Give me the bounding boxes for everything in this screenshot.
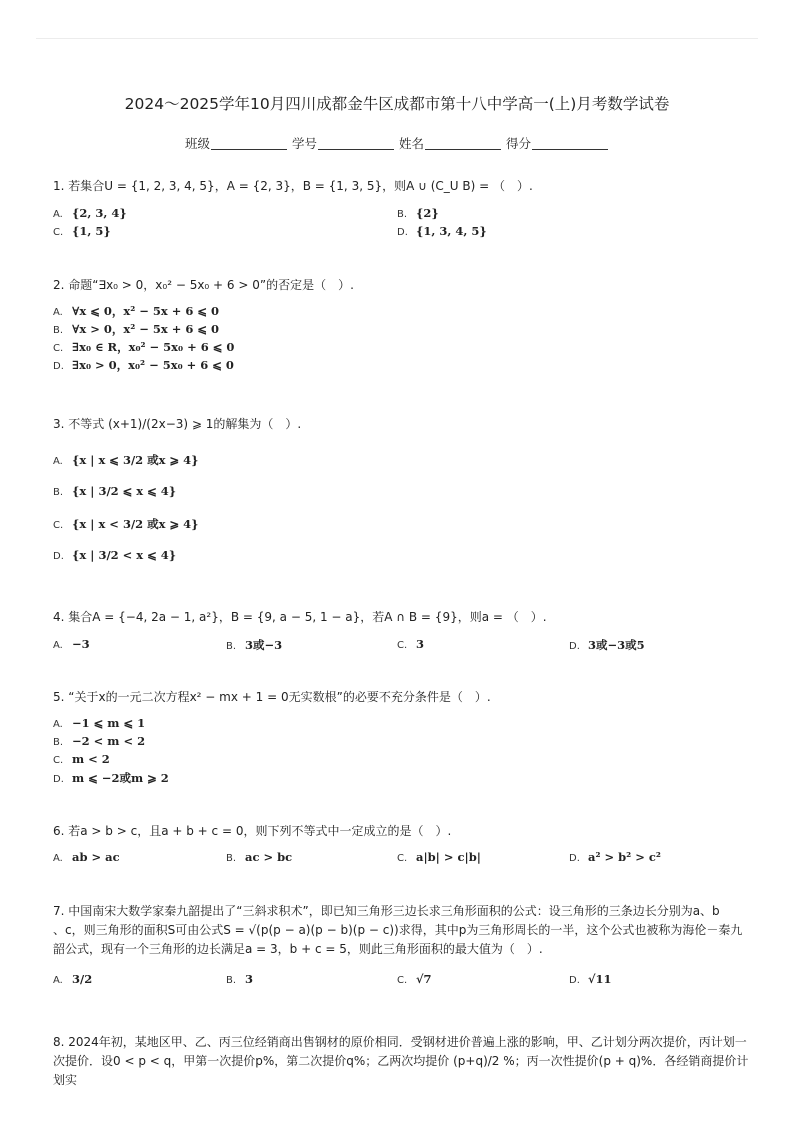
question-1-stem: 1. 若集合U = {1, 2, 3, 4, 5}，A = {2, 3}，B = {1, 3, 5}，则A ∪ (C_U B) = （ ）.	[53, 179, 533, 193]
q7-option-c[interactable]: C. √7	[397, 972, 432, 986]
question-7-line-1: 7. 中国南宋大数学家秦九韶提出了“三斜求积术”，即已知三角形三边长求三角形面积的公式：设三角形的三条边长分别为a、b	[53, 904, 720, 918]
question-2-stem: 2. 命题“∃x₀ > 0，x₀² − 5x₀ + 6 > 0”的否定是（ ）.	[53, 278, 354, 292]
q1-option-a[interactable]: A. {2, 3, 4}	[53, 206, 127, 220]
student-info-line	[0, 134, 794, 152]
score-blank[interactable]	[532, 137, 608, 150]
question-7-stem	[53, 902, 759, 959]
question-8-line-2: 次提价．设0 < p < q，甲第一次提价p%，第二次提价q%；乙两次均提价 (p+q)/2 %；丙一次性提价(p + q)%．各经销商提价计划实	[53, 1054, 749, 1087]
q6-option-d[interactable]: D. a² > b² > c²	[569, 850, 661, 864]
q5-option-b[interactable]: B. −2 < m < 2	[53, 734, 146, 748]
q3-option-d[interactable]: D. {x | 3/2 < x ⩽ 4}	[53, 548, 177, 562]
class-blank[interactable]	[211, 137, 287, 150]
q7-option-a[interactable]: A. 3/2	[53, 972, 93, 986]
q2-option-d[interactable]: D. ∃x₀ > 0，x₀² − 5x₀ + 6 ⩽ 0	[53, 358, 234, 372]
q6-option-a[interactable]: A. ab > ac	[53, 850, 120, 864]
question-8-stem	[53, 1033, 759, 1090]
q1-option-b[interactable]: B. {2}	[397, 206, 439, 220]
id-blank[interactable]	[318, 137, 394, 150]
q4-option-c[interactable]: C. 3	[397, 637, 425, 651]
q2-option-b[interactable]: B. ∀x > 0，x² − 5x + 6 ⩽ 0	[53, 322, 220, 336]
q5-option-c[interactable]: C. m < 2	[53, 752, 110, 766]
q3-option-b[interactable]: B. {x | 3/2 ⩽ x ⩽ 4}	[53, 484, 177, 498]
q3-option-c[interactable]: C. {x | x < 3/2 或x ⩾ 4}	[53, 517, 199, 531]
page-title: 2024～2025学年10月四川成都金牛区成都市第十八中学高一(上)月考数学试卷	[124, 95, 670, 113]
q1-option-d[interactable]: D. {1, 3, 4, 5}	[397, 224, 487, 238]
q6-option-c[interactable]: C. a|b| > c|b|	[397, 850, 481, 864]
id-label: 学号	[291, 136, 317, 151]
q2-option-c[interactable]: C. ∃x₀ ∈ R，x₀² − 5x₀ + 6 ⩽ 0	[53, 340, 235, 354]
q5-option-d[interactable]: D. m ⩽ −2或m ⩾ 2	[53, 771, 169, 785]
q7-option-d[interactable]: D. √11	[569, 972, 612, 986]
q7-option-b[interactable]: B. 3	[226, 972, 254, 986]
q4-option-b[interactable]: B. 3或−3	[226, 638, 283, 652]
q4-option-d[interactable]: D. 3或−3或5	[569, 638, 645, 652]
top-divider	[36, 38, 758, 39]
q2-option-a[interactable]: A. ∀x ⩽ 0，x² − 5x + 6 ⩽ 0	[53, 304, 220, 318]
question-3-stem: 3. 不等式 (x+1)/(2x−3) ⩾ 1的解集为（ ）.	[53, 417, 302, 431]
q4-option-a[interactable]: A. −3	[53, 637, 90, 651]
question-4-stem: 4. 集合A = {−4, 2a − 1, a²}，B = {9, a − 5, 1 − a}，若A ∩ B = {9}，则a = （ ）.	[53, 610, 547, 624]
question-7-line-2: 、c，则三角形的面积S可由公式S = √(p(p − a)(p − b)(p − c))求得，其中p为三角形周长的一半，这个公式也被称为海伦－秦九	[53, 923, 743, 937]
q6-option-b[interactable]: B. ac > bc	[226, 850, 293, 864]
q3-option-a[interactable]: A. {x | x ⩽ 3/2 或x ⩾ 4}	[53, 453, 199, 467]
class-label: 班级	[184, 136, 210, 151]
q5-option-a[interactable]: A. −1 ⩽ m ⩽ 1	[53, 716, 146, 730]
score-label: 得分	[505, 136, 531, 151]
question-5-stem: 5. “关于x的一元二次方程x² − mx + 1 = 0无实数根”的必要不充分条件是（ ）.	[53, 690, 491, 704]
question-6-stem: 6. 若a > b > c，且a + b + c = 0，则下列不等式中一定成立的是（ ）.	[53, 824, 452, 838]
q1-option-c[interactable]: C. {1, 5}	[53, 224, 111, 238]
name-label: 姓名	[398, 136, 424, 151]
question-7-line-3: 韶公式，现有一个三角形的边长满足a = 3，b + c = 5，则此三角形面积的最大值为（ ）.	[53, 942, 543, 956]
name-blank[interactable]	[425, 137, 501, 150]
question-8-line-1: 8. 2024年初，某地区甲、乙、丙三位经销商出售钢材的原价相同．受钢材进价普遍上涨的影响，甲、乙计划分两次提价，丙计划一	[53, 1035, 747, 1049]
